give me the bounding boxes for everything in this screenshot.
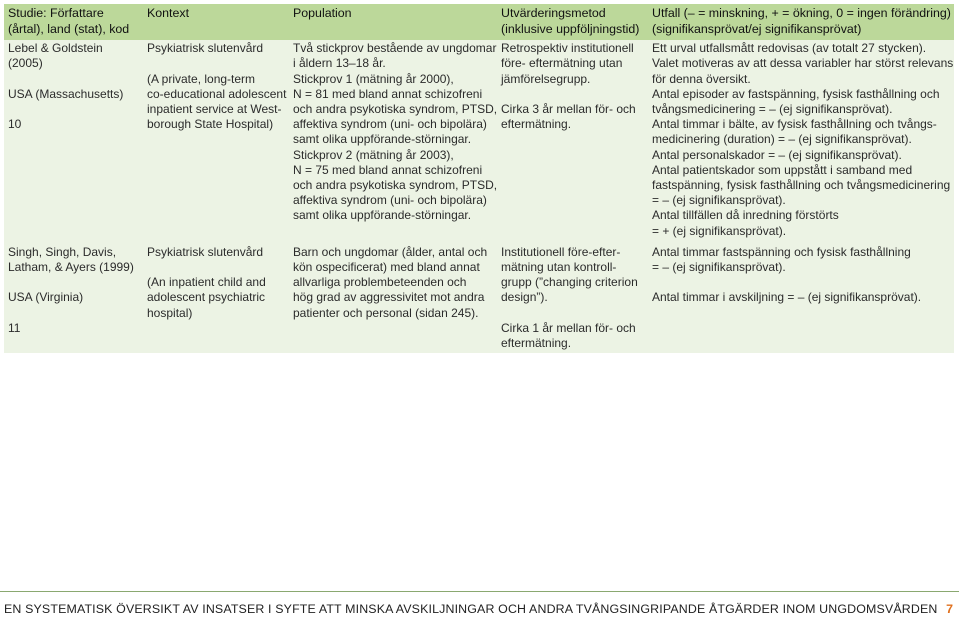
running-title: EN SYSTEMATISK ÖVERSIKT AV INSATSER I SYFTE ATT MINSKA AVSKILJNINGAR OCH ANDRA TVÅNGSINGRIPANDE ÅTGÄRDER INOM UNGDOMSVÅRDEN <box>4 602 938 616</box>
text-line: och andra psykotiska syndrom, PTSD, <box>293 178 497 193</box>
text-line: Ett urval utfallsmått redovisas (av totalt 27 stycken). <box>652 41 927 56</box>
text-line: N = 75 med bland annat schizofreni <box>293 162 483 177</box>
text-line: patienter och personal (sidan 245). <box>293 305 479 320</box>
text-line: Stickprov 2 (mätning år 2003), <box>293 147 454 162</box>
text-line: Antal timmar i bälte, av fysisk fasthållning och tvångs- <box>652 117 937 132</box>
cell-study <box>4 40 143 239</box>
cell-outcome <box>648 239 954 353</box>
text-line: Retrospektiv institutionell <box>501 41 634 56</box>
text-line: för denna översikt. <box>652 71 751 86</box>
text-line: eftermätning. <box>501 117 572 132</box>
text-line: = – (ej signifikansprövat). <box>652 260 786 275</box>
text-line: Antal personalskador = – (ej signifikansprövat). <box>652 147 902 162</box>
header-outcome <box>648 4 954 40</box>
text-line: inpatient service at West- <box>147 101 282 116</box>
text-line: medicinering (duration) = – (ej signifikansprövat). <box>652 132 912 147</box>
line-gap <box>652 275 950 290</box>
text-line: affektiva syndrom (uni- och bipolära) <box>293 193 487 208</box>
text-line: Psykiatrisk slutenvård <box>147 244 264 259</box>
text-line: Cirka 1 år mellan för- och <box>501 320 636 335</box>
text-line: samt olika uppförande-störningar. <box>293 132 472 147</box>
line-gap <box>147 260 285 275</box>
page-number: 7 <box>946 602 953 616</box>
line-gap <box>147 56 285 71</box>
text-line: hög grad av aggressivitet mot andra <box>293 290 485 305</box>
text-line: eftermätning. <box>501 336 572 351</box>
text-line: Två stickprov bestående av ungdomar <box>293 41 497 56</box>
line-gap <box>501 87 644 102</box>
text-line: grupp (”changing criterion <box>501 275 638 290</box>
text-line: Singh, Singh, Davis, <box>8 244 117 259</box>
text-line: (årtal), land (stat), kod <box>8 21 130 36</box>
table-row <box>4 40 954 239</box>
text-line: Antal tillfällen då inredning förstörts <box>652 208 839 223</box>
text-line: Antal patientskador som uppstått i samband med <box>652 162 913 177</box>
line-gap <box>8 306 139 321</box>
text-line: 10 <box>8 117 22 132</box>
text-line: Barn och ungdomar (ålder, antal och <box>293 244 488 259</box>
text-line: 11 <box>8 320 21 335</box>
text-line: USA (Massachusetts) <box>8 86 124 101</box>
cell-method <box>497 239 648 353</box>
text-line: fastspänning, fysisk fasthållning och tvångsmedicinering <box>652 178 951 193</box>
cell-method <box>497 40 648 239</box>
text-line: Lebel & Goldstein <box>8 41 103 56</box>
text-line: kön ospecificerat) med bland annat <box>293 260 480 275</box>
text-line: Population <box>293 6 352 20</box>
text-line: hospital) <box>147 305 193 320</box>
text-line: Valet motiveras av att dessa variabler har störst relevans <box>652 56 954 71</box>
text-line: samt olika uppförande-störningar. <box>293 208 472 223</box>
text-line: Utfall (– = minskning, + = ökning, 0 = ingen förändring) <box>652 6 951 20</box>
text-line: mätning utan kontroll- <box>501 260 617 275</box>
text-line: (A private, long-term <box>147 71 256 86</box>
text-line: co-educational adolescent <box>147 86 287 101</box>
text-line: Kontext <box>147 6 190 20</box>
header-study <box>4 4 143 40</box>
line-gap <box>8 72 139 87</box>
text-line: Psykiatrisk slutenvård <box>147 41 264 56</box>
table-row <box>4 239 954 353</box>
text-line: Stickprov 1 (mätning år 2000), <box>293 71 454 86</box>
text-line: Antal timmar i avskiljning = – (ej signifikansprövat). <box>652 290 922 305</box>
text-line: och andra psykotiska syndrom, PTSD, <box>293 102 497 116</box>
text-line: USA (Virginia) <box>8 290 84 305</box>
text-line: allvarliga problembeteenden och <box>293 275 467 290</box>
header-context <box>143 4 289 40</box>
text-line: N = 81 med bland annat schizofreni <box>293 86 483 101</box>
text-line: borough State Hospital) <box>147 117 274 132</box>
study-table <box>4 4 954 353</box>
page-footer <box>0 591 959 616</box>
text-line: Latham, & Ayers (1999) <box>8 260 134 275</box>
cell-outcome <box>648 40 954 239</box>
text-line: (inklusive uppföljningstid) <box>501 21 640 36</box>
cell-context <box>143 40 289 239</box>
text-line: Antal episoder av fastspänning, fysisk fasthållning och <box>652 86 940 101</box>
text-line: (signifikansprövat/ej signifikansprövat) <box>652 21 862 36</box>
text-line: design”). <box>501 290 548 305</box>
line-gap <box>8 275 139 290</box>
text-line: Utvärderingsmetod <box>501 6 606 20</box>
cell-context <box>143 239 289 353</box>
text-line: Institutionell före-efter- <box>501 244 621 259</box>
text-line: (2005) <box>8 56 43 71</box>
text-line: (An inpatient child and <box>147 275 266 290</box>
line-gap <box>501 306 644 321</box>
text-line: = – (ej signifikansprövat). <box>652 193 786 208</box>
table-header-row <box>4 4 954 40</box>
cell-study <box>4 239 143 353</box>
line-gap <box>8 102 139 117</box>
text-line: Antal timmar fastspänning och fysisk fasthållning <box>652 244 911 259</box>
text-line: jämförelsegrupp. <box>501 71 591 86</box>
text-line: tvångsmedicinering = – (ej signifikansprövat). <box>652 102 893 116</box>
header-population <box>289 4 497 40</box>
text-line: Studie: Författare <box>8 6 104 20</box>
cell-population <box>289 40 497 239</box>
header-method <box>497 4 648 40</box>
text-line: före- eftermätning utan <box>501 56 623 71</box>
text-line: affektiva syndrom (uni- och bipolära) <box>293 117 487 132</box>
text-line: = + (ej signifikansprövat). <box>652 223 787 238</box>
text-line: Cirka 3 år mellan för- och <box>501 101 636 116</box>
text-line: i åldern 13–18 år. <box>293 56 386 71</box>
text-line: adolescent psychiatric <box>147 290 266 305</box>
cell-population <box>289 239 497 353</box>
